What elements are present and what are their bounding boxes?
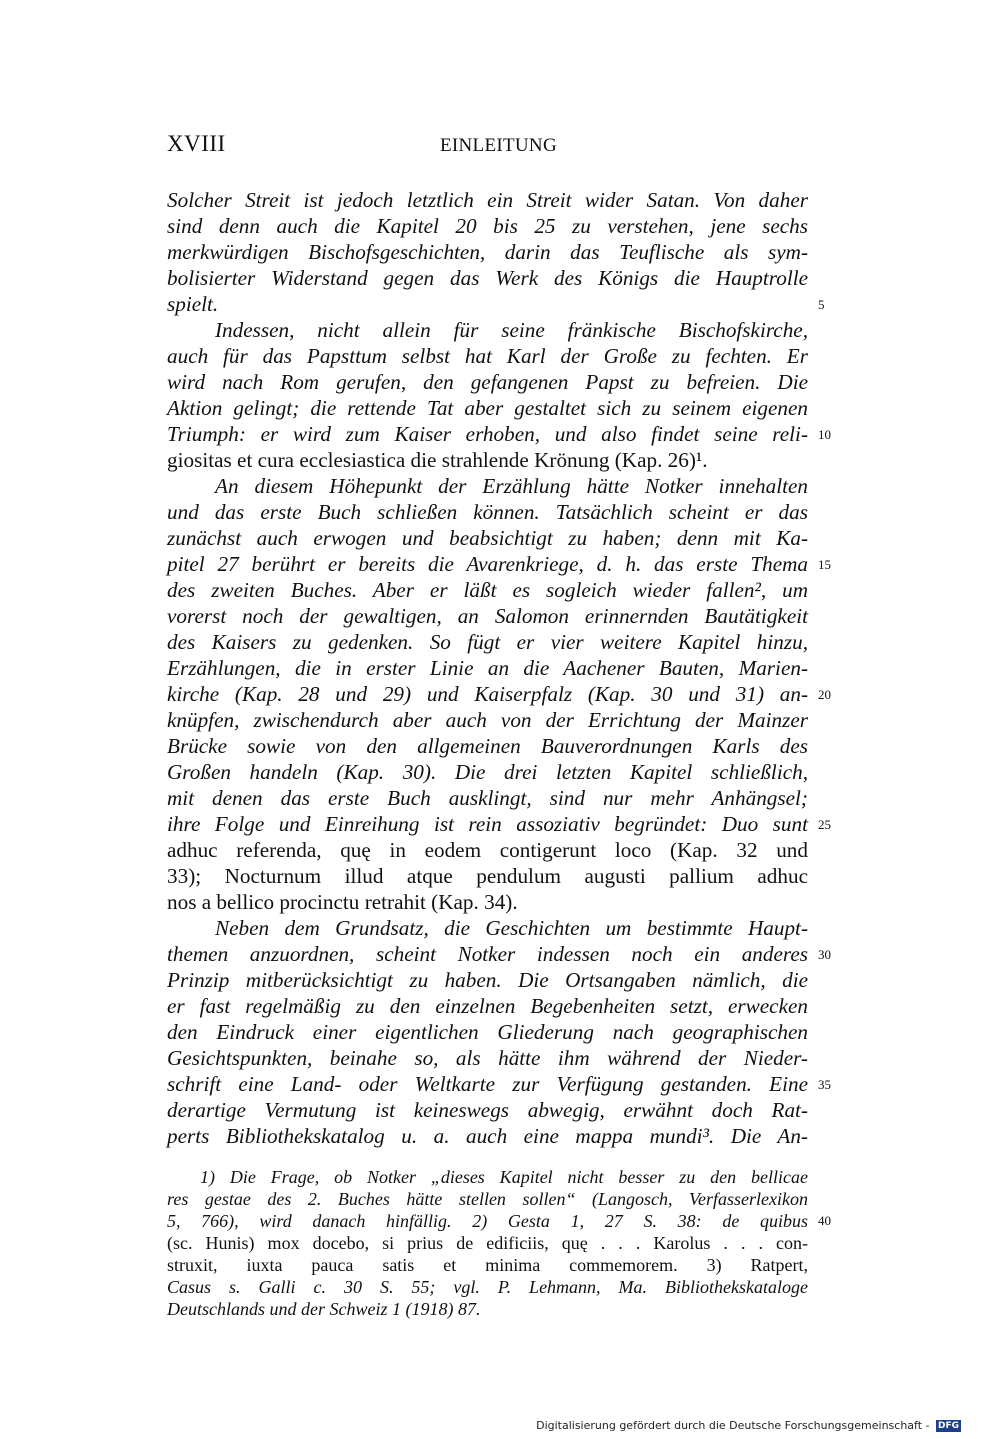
footnote-line: Deutschlands und der Schweiz 1 (1918) 87. (167, 1299, 481, 1319)
text-line: und das erste Buch schließen können. Tatsächlich scheint er das (167, 500, 808, 524)
text-line: des zweiten Buches. Aber er läßt es sogleich wieder fallen², um (167, 578, 808, 602)
line-number: 5 (818, 297, 825, 312)
text-line: knüpfen, zwischendurch aber auch von der Errichtung der Mainzer (167, 708, 808, 732)
line-number: 20 (818, 687, 831, 702)
text-line: Solcher Streit ist jedoch letztlich ein Streit wider Satan. Von daher (167, 188, 808, 212)
dfg-logo: DFG (937, 1421, 959, 1431)
text-line: merkwürdigen Bischofsgeschichten, darin das Teuflische als sym- (167, 240, 808, 264)
text-line: spielt. (167, 292, 219, 316)
line-number: 15 (818, 557, 831, 572)
text-line: wird nach Rom gerufen, den gefangenen Papst zu befreien. Die (167, 370, 808, 394)
text-line: schrift eine Land- oder Weltkarte zur Verfügung gestanden. Eine (167, 1072, 808, 1096)
text-line: Gesichtspunkten, beinahe so, als hätte ihm während der Nieder- (167, 1046, 808, 1070)
line-number: 40 (818, 1213, 831, 1228)
text-line: An diesem Höhepunkt der Erzählung hätte Notker innehalten (215, 474, 808, 498)
text-line: pitel 27 berührt er bereits die Avarenkriege, d. h. das erste Thema (167, 552, 808, 576)
line-number: 25 (818, 817, 831, 832)
text-line: den Eindruck einer eigentlichen Gliederung nach geographischen (167, 1020, 808, 1044)
text-line: sind denn auch die Kapitel 20 bis 25 zu verstehen, jene sechs (167, 214, 808, 238)
text-line: 33); Nocturnum illud atque pendulum augusti pallium adhuc (167, 864, 808, 888)
text-line: zunächst auch erwogen und beabsichtigt zu haben; denn mit Ka- (167, 526, 808, 550)
text-line: ihre Folge und Einreihung ist rein assoziativ begründet: Duo sunt (167, 812, 808, 836)
text-line: nos a bellico procinctu retrahit (Kap. 34). (167, 890, 518, 914)
text-line: Neben dem Grundsatz, die Geschichten um bestimmte Haupt- (215, 916, 808, 940)
credit-text: Digitalisierung gefördert durch die Deutsche Forschungsgemeinschaft - (536, 1419, 930, 1432)
line-number: 35 (818, 1077, 831, 1092)
text-line: Indessen, nicht allein für seine fränkische Bischofskirche, (215, 318, 808, 342)
text-line: themen anzuordnen, scheint Notker indessen noch ein anderes (167, 942, 808, 966)
text-line: er fast regelmäßig zu den einzelnen Begebenheiten setzt, erwecken (167, 994, 808, 1018)
footnote-line: Casus s. Galli c. 30 S. 55; vgl. P. Lehmann, Ma. Bibliothekskataloge (167, 1277, 808, 1297)
footnote-line: struxit, iuxta pauca satis et minima commemorem. 3) Ratpert, (167, 1255, 808, 1275)
text-line: Triumph: er wird zum Kaiser erhoben, und also findet seine reli- (167, 422, 808, 446)
footnote-line: 5, 766), wird danach hinfällig. 2) Gesta 1, 27 S. 38: de quibus (167, 1211, 808, 1231)
footnote-line: 1) Die Frage, ob Notker „dieses Kapitel nicht besser zu den bellicae (200, 1167, 808, 1187)
text-line: adhuc referenda, quę in eodem contigerunt loco (Kap. 32 und (167, 838, 808, 862)
footnote-line: res gestae des 2. Buches hätte stellen sollen“ (Langosch, Verfasserlexikon (167, 1189, 808, 1209)
text-line: Brücke sowie von den allgemeinen Bauverordnungen Karls des (167, 734, 808, 758)
text-line: auch für das Papsttum selbst hat Karl der Große zu fechten. Er (167, 344, 808, 368)
text-line: mit denen das erste Buch ausklingt, sind nur mehr Anhängsel; (167, 786, 808, 810)
text-line: Prinzip mitberücksichtigt zu haben. Die Ortsangaben nämlich, die (167, 968, 808, 992)
line-number: 10 (818, 427, 831, 442)
footnote-line: (sc. Hunis) mox docebo, si prius de edificiis, quę . . . Karolus . . . con- (167, 1233, 808, 1253)
text-line: des Kaisers zu gedenken. So fügt er vier weitere Kapitel hinzu, (167, 630, 808, 654)
line-number: 30 (818, 947, 831, 962)
text-line: giositas et cura ecclesiastica die strahlende Krönung (Kap. 26)¹. (167, 448, 708, 472)
text-line: vorerst noch der gewaltigen, an Salomon erinnernden Bautätigkeit (167, 604, 808, 628)
text-line: bolisierter Widerstand gegen das Werk des Königs die Hauptrolle (167, 266, 808, 290)
digitization-credit (536, 1419, 961, 1433)
text-line: kirche (Kap. 28 und 29) und Kaiserpfalz (Kap. 30 und 31) an- (167, 682, 808, 706)
text-line: Erzählungen, die in erster Linie an die Aachener Bauten, Marien- (167, 656, 808, 680)
running-head: EINLEITUNG (440, 135, 557, 156)
page-number: XVIII (167, 131, 226, 156)
text-line: perts Bibliothekskatalog u. a. auch eine mappa mundi³. Die An- (167, 1124, 808, 1148)
text-line: Aktion gelingt; die rettende Tat aber gestaltet sich zu seinem eigenen (167, 396, 808, 420)
text-line: Großen handeln (Kap. 30). Die drei letzten Kapitel schließlich, (167, 760, 808, 784)
text-line: derartige Vermutung ist keineswegs abwegig, erwähnt doch Rat- (167, 1098, 808, 1122)
